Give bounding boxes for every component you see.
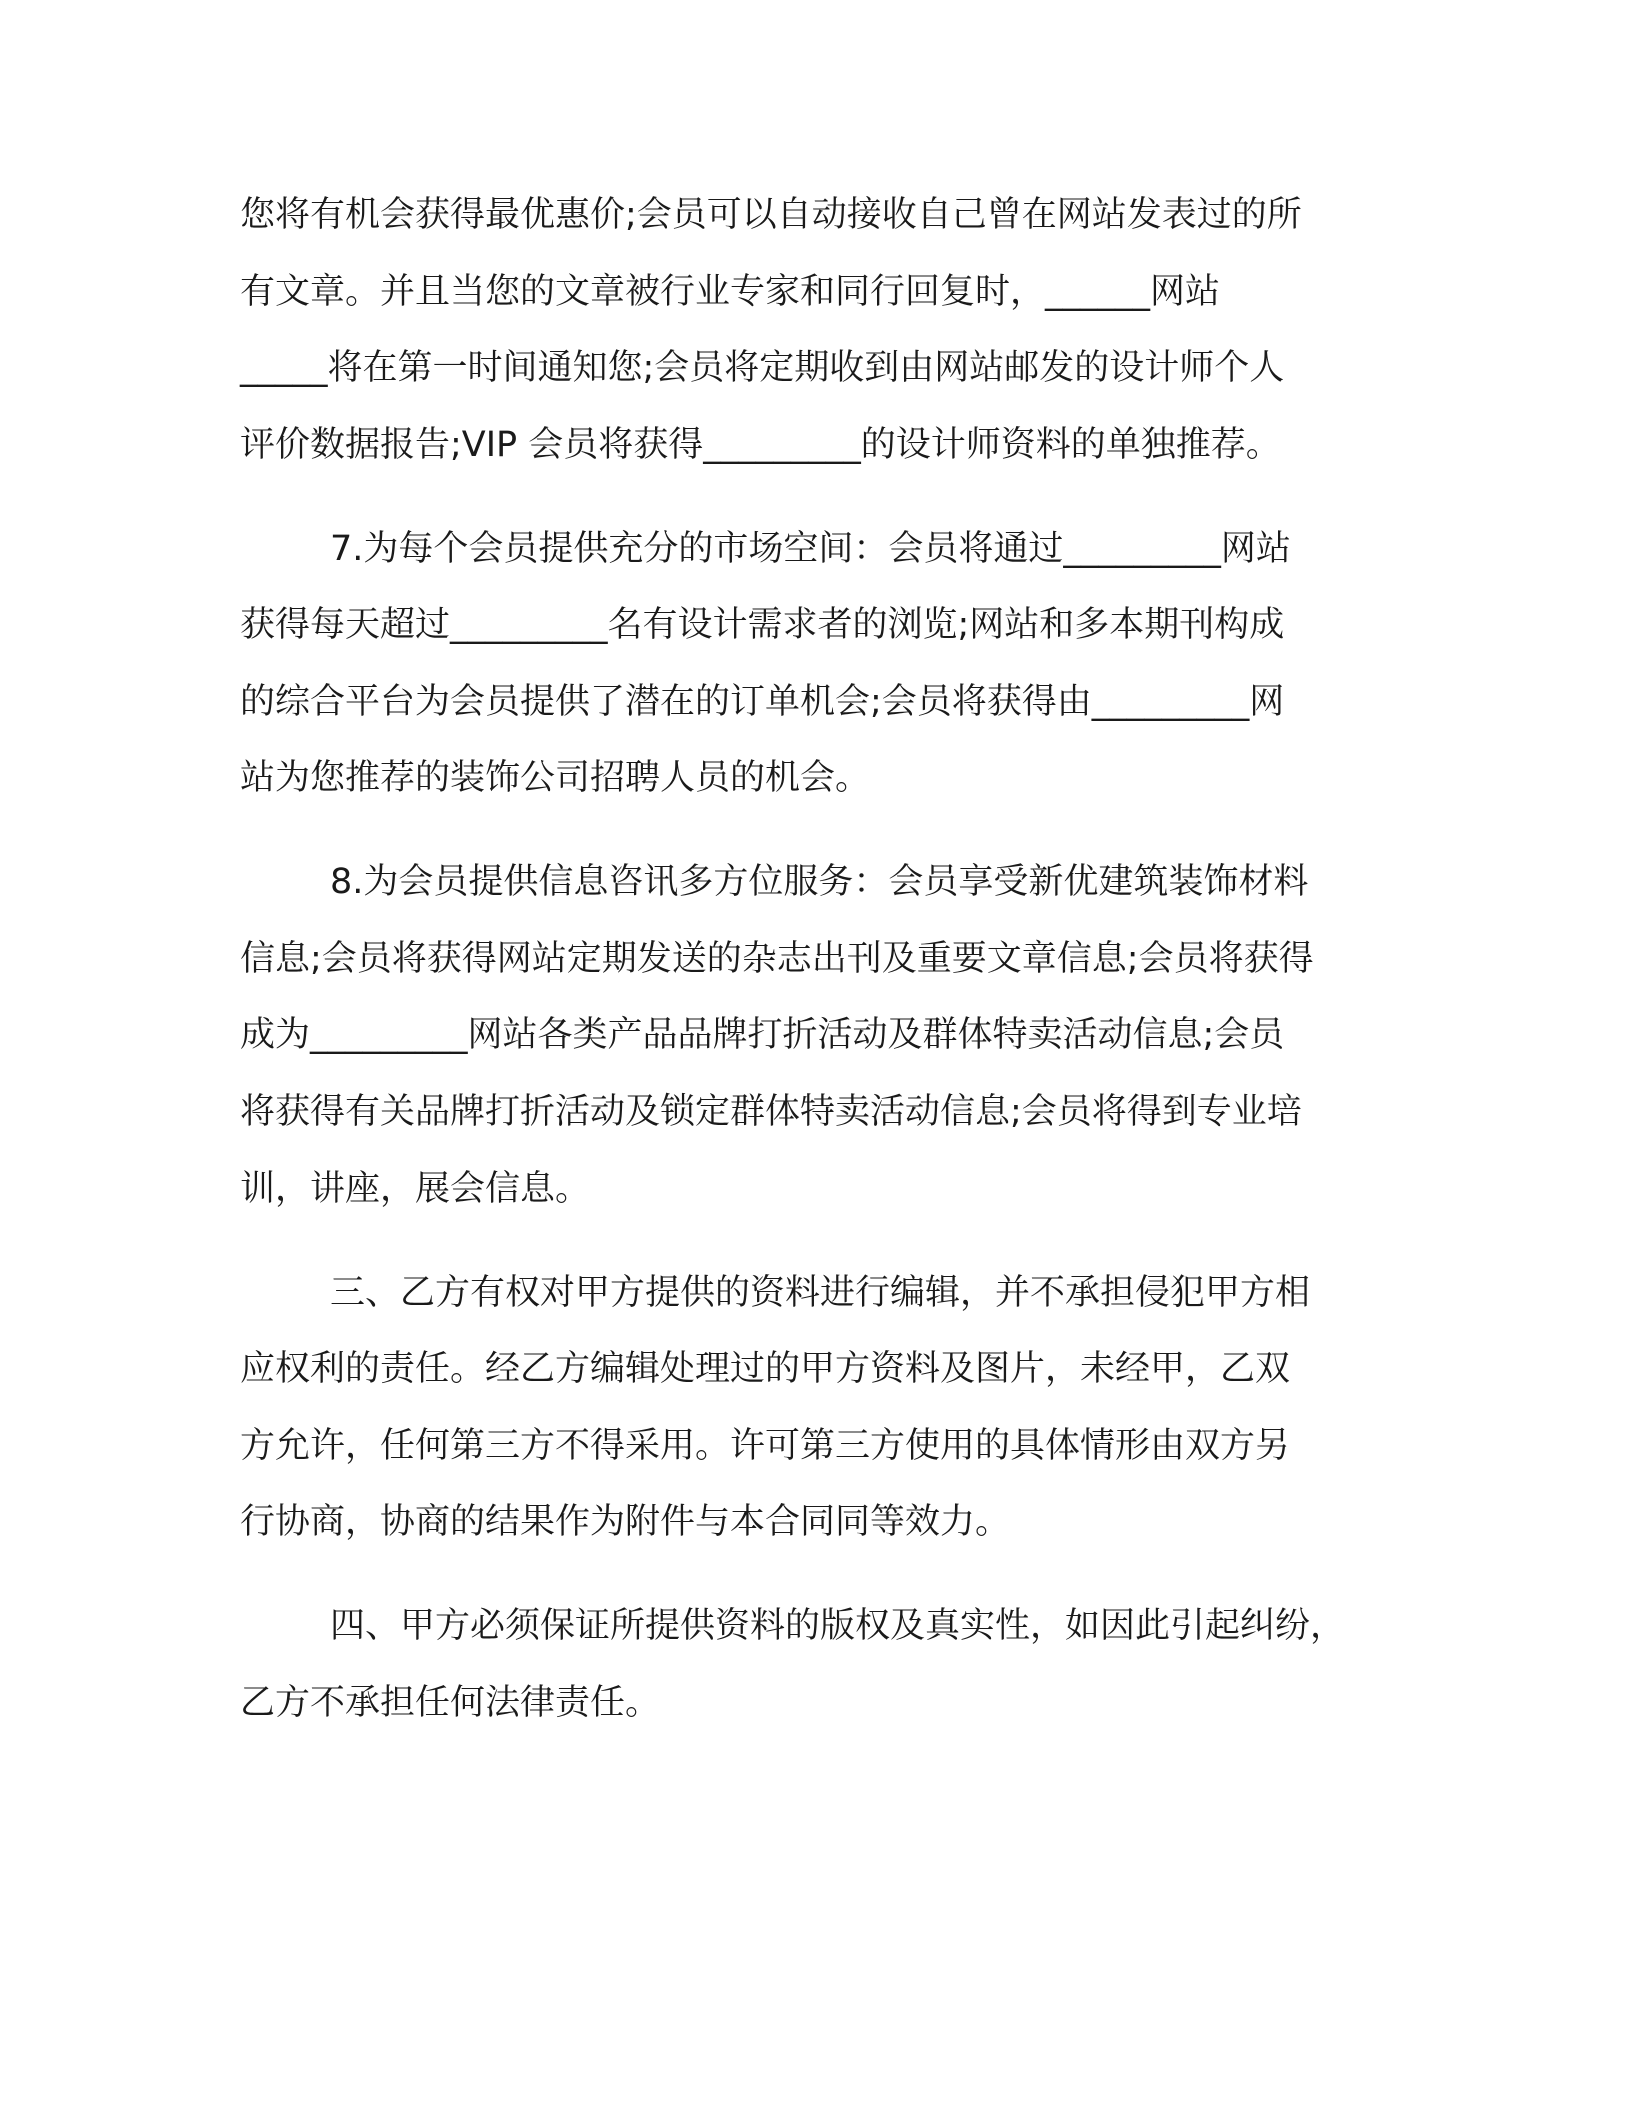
paragraph-3-line-1: 8.为会员提供信息咨讯多方位服务：会员享受新优建筑装饰材料	[330, 862, 1309, 902]
paragraph-5-line-2: 乙方不承担任何法律责任。	[240, 1683, 661, 1723]
paragraph-4-line-2: 应权利的责任。经乙方编辑处理过的甲方资料及图片，未经甲，乙双	[240, 1349, 1291, 1389]
paragraph-3-line-5: 训，讲座，展会信息。	[240, 1169, 591, 1209]
paragraph-1-line-4: 评价数据报告;VIP 会员将获得_________的设计师资料的单独推荐。	[240, 425, 1281, 465]
paragraph-3-line-3: 成为_________网站各类产品品牌打折活动及群体特卖活动信息;会员	[240, 1015, 1285, 1055]
paragraph-4-line-4: 行协商，协商的结果作为附件与本合同同等效力。	[240, 1502, 1011, 1542]
paragraph-5-line-1: 四、甲方必须保证所提供资料的版权及真实性，如因此引起纠纷，	[330, 1606, 1346, 1646]
paragraph-2-line-3: 的综合平台为会员提供了潜在的订单机会;会员将获得由_________网	[240, 682, 1285, 722]
paragraph-3-line-4: 将获得有关品牌打折活动及锁定群体特卖活动信息;会员将得到专业培	[240, 1092, 1302, 1132]
paragraph-4-line-1: 三、乙方有权对甲方提供的资料进行编辑，并不承担侵犯甲方相	[330, 1273, 1311, 1313]
paragraph-1-line-2: 有文章。并且当您的文章被行业专家和同行回复时，______网站	[240, 272, 1221, 312]
paragraph-4-line-3: 方允许，任何第三方不得采用。许可第三方使用的具体情形由双方另	[240, 1426, 1291, 1466]
paragraph-3-line-2: 信息;会员将获得网站定期发送的杂志出刊及重要文章信息;会员将获得	[240, 939, 1314, 979]
paragraph-2-line-2: 获得每天超过_________名有设计需求者的浏览;网站和多本期刊构成	[240, 605, 1285, 645]
paragraph-2-line-1: 7.为每个会员提供充分的市场空间：会员将通过_________网站	[330, 529, 1291, 569]
paragraph-1-line-3: _____将在第一时间通知您;会员将定期收到由网站邮发的设计师个人	[240, 348, 1285, 388]
paragraph-2-line-4: 站为您推荐的装饰公司招聘人员的机会。	[240, 758, 871, 798]
paragraph-1-line-1: 您将有机会获得最优惠价;会员可以自动接收自己曾在网站发表过的所	[240, 195, 1302, 235]
